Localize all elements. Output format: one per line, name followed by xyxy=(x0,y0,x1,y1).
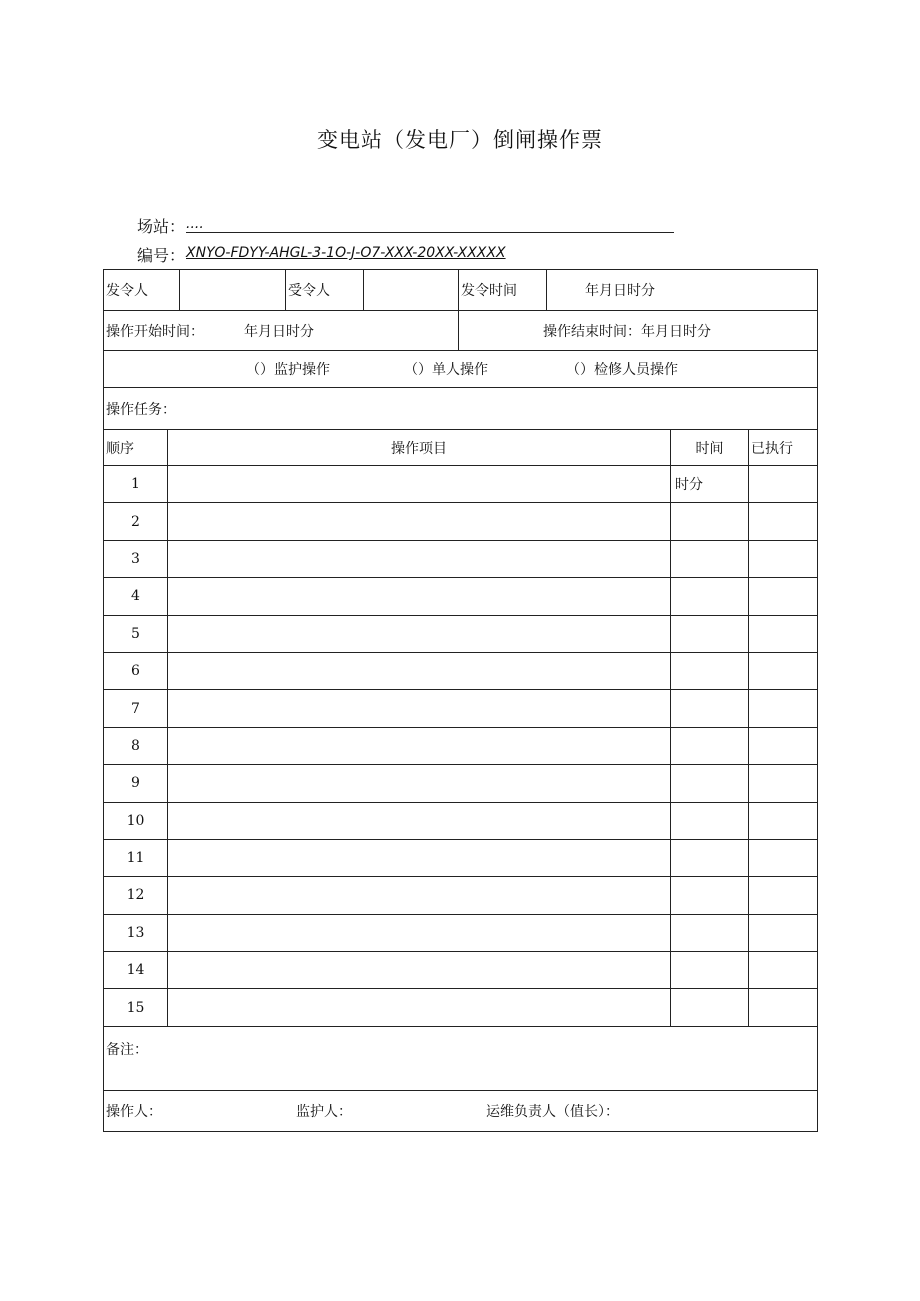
row-time[interactable] xyxy=(671,727,749,764)
page-title: 变电站（发电厂）倒闸操作票 xyxy=(317,128,603,152)
number-value[interactable]: XNYO-FDYY-AHGL-3-1O-J-O7-XXX-20XX-XXXXX xyxy=(186,245,506,261)
row-time[interactable] xyxy=(671,652,749,689)
row-seq: 13 xyxy=(104,914,168,951)
row-seq: 12 xyxy=(104,877,168,914)
row-time[interactable] xyxy=(671,989,749,1026)
row-item[interactable] xyxy=(168,615,671,652)
signature-row xyxy=(104,1090,818,1131)
table-row xyxy=(104,727,818,764)
row-done[interactable] xyxy=(749,540,818,577)
order-issuer-label: 发令人 xyxy=(104,270,180,311)
col-seq-header: 顺序 xyxy=(104,430,168,466)
station-value[interactable]: .... xyxy=(186,216,204,232)
table-row xyxy=(104,466,818,503)
start-time-label: 操作开始时间： xyxy=(106,323,204,340)
col-done-header: 已执行 xyxy=(749,430,818,466)
col-item-header: 操作项目 xyxy=(168,430,671,466)
row-done[interactable] xyxy=(749,989,818,1026)
order-time-field[interactable]: 年月日时分 xyxy=(547,270,818,311)
end-time-cell[interactable] xyxy=(459,311,818,351)
table-row xyxy=(104,877,818,914)
row-seq: 15 xyxy=(104,989,168,1026)
table-row xyxy=(104,802,818,839)
table-row xyxy=(104,952,818,989)
end-time-value: 年月日时分 xyxy=(641,323,711,340)
mode-option-supervised[interactable]: （）监护操作 xyxy=(246,362,330,378)
table-row xyxy=(104,540,818,577)
table-row xyxy=(104,503,818,540)
order-row xyxy=(104,270,818,311)
column-header-row xyxy=(104,430,818,466)
order-issuer-field[interactable] xyxy=(180,270,286,311)
row-time[interactable] xyxy=(671,839,749,876)
row-time[interactable] xyxy=(671,578,749,615)
manager-label[interactable]: 运维负责人（值长）： xyxy=(486,1103,619,1120)
row-seq: 1 xyxy=(104,466,168,503)
row-item[interactable] xyxy=(168,914,671,951)
row-item[interactable] xyxy=(168,540,671,577)
row-seq: 10 xyxy=(104,802,168,839)
task-cell[interactable]: 操作任务： xyxy=(104,388,818,430)
row-seq: 5 xyxy=(104,615,168,652)
row-time[interactable] xyxy=(671,877,749,914)
row-time[interactable] xyxy=(671,503,749,540)
row-time[interactable] xyxy=(671,690,749,727)
station-label: 场站： xyxy=(137,217,186,236)
row-seq: 8 xyxy=(104,727,168,764)
start-time-cell[interactable] xyxy=(104,311,459,351)
row-done[interactable] xyxy=(749,952,818,989)
table-row xyxy=(104,652,818,689)
mode-option-maintenance[interactable]: （）检修人员操作 xyxy=(566,362,678,378)
remarks-row xyxy=(104,1026,818,1090)
mode-option-single[interactable]: （）单人操作 xyxy=(404,362,488,378)
table-row xyxy=(104,578,818,615)
row-done[interactable] xyxy=(749,802,818,839)
table-row xyxy=(104,765,818,802)
row-item[interactable] xyxy=(168,839,671,876)
row-done[interactable] xyxy=(749,877,818,914)
row-done[interactable] xyxy=(749,765,818,802)
row-seq: 4 xyxy=(104,578,168,615)
row-done[interactable] xyxy=(749,615,818,652)
row-done[interactable] xyxy=(749,503,818,540)
time-row xyxy=(104,311,818,351)
row-item[interactable] xyxy=(168,802,671,839)
table-row xyxy=(104,839,818,876)
row-seq: 6 xyxy=(104,652,168,689)
row-item[interactable] xyxy=(168,952,671,989)
operator-label[interactable]: 操作人： xyxy=(106,1103,162,1120)
supervisor-label[interactable]: 监护人： xyxy=(296,1103,352,1120)
number-label: 编号： xyxy=(137,246,186,265)
row-done[interactable] xyxy=(749,839,818,876)
row-seq: 14 xyxy=(104,952,168,989)
row-seq: 11 xyxy=(104,839,168,876)
row-item[interactable] xyxy=(168,765,671,802)
row-done[interactable] xyxy=(749,466,818,503)
order-time-label: 发令时间 xyxy=(459,270,547,311)
table-row xyxy=(104,914,818,951)
row-item[interactable] xyxy=(168,989,671,1026)
mode-row xyxy=(104,351,818,388)
row-done[interactable] xyxy=(749,578,818,615)
row-item[interactable] xyxy=(168,652,671,689)
mode-cell xyxy=(104,351,818,388)
row-done[interactable] xyxy=(749,652,818,689)
col-time-header: 时间 xyxy=(671,430,749,466)
row-done[interactable] xyxy=(749,690,818,727)
row-done[interactable] xyxy=(749,727,818,764)
end-time-label: 操作结束时间： xyxy=(543,323,641,340)
row-time[interactable] xyxy=(671,802,749,839)
station-underline xyxy=(186,232,674,233)
row-seq: 9 xyxy=(104,765,168,802)
order-receiver-field[interactable] xyxy=(364,270,459,311)
row-time[interactable] xyxy=(671,914,749,951)
row-time[interactable]: 时分 xyxy=(671,466,749,503)
row-time[interactable] xyxy=(671,540,749,577)
row-done[interactable] xyxy=(749,914,818,951)
row-item[interactable] xyxy=(168,466,671,503)
row-time[interactable] xyxy=(671,615,749,652)
table-row xyxy=(104,989,818,1026)
table-row xyxy=(104,690,818,727)
operation-ticket-table xyxy=(103,269,818,1132)
row-time[interactable] xyxy=(671,765,749,802)
row-seq: 2 xyxy=(104,503,168,540)
row-item[interactable] xyxy=(168,690,671,727)
row-item[interactable] xyxy=(168,877,671,914)
row-item[interactable] xyxy=(168,503,671,540)
row-seq: 3 xyxy=(104,540,168,577)
order-receiver-label: 受令人 xyxy=(286,270,364,311)
row-item[interactable] xyxy=(168,727,671,764)
row-item[interactable] xyxy=(168,578,671,615)
remarks-cell[interactable]: 备注： xyxy=(104,1026,818,1090)
row-seq: 7 xyxy=(104,690,168,727)
row-time[interactable] xyxy=(671,952,749,989)
signature-cell xyxy=(104,1090,818,1131)
start-time-value: 年月日时分 xyxy=(244,323,314,340)
table-row xyxy=(104,615,818,652)
task-row xyxy=(104,388,818,430)
